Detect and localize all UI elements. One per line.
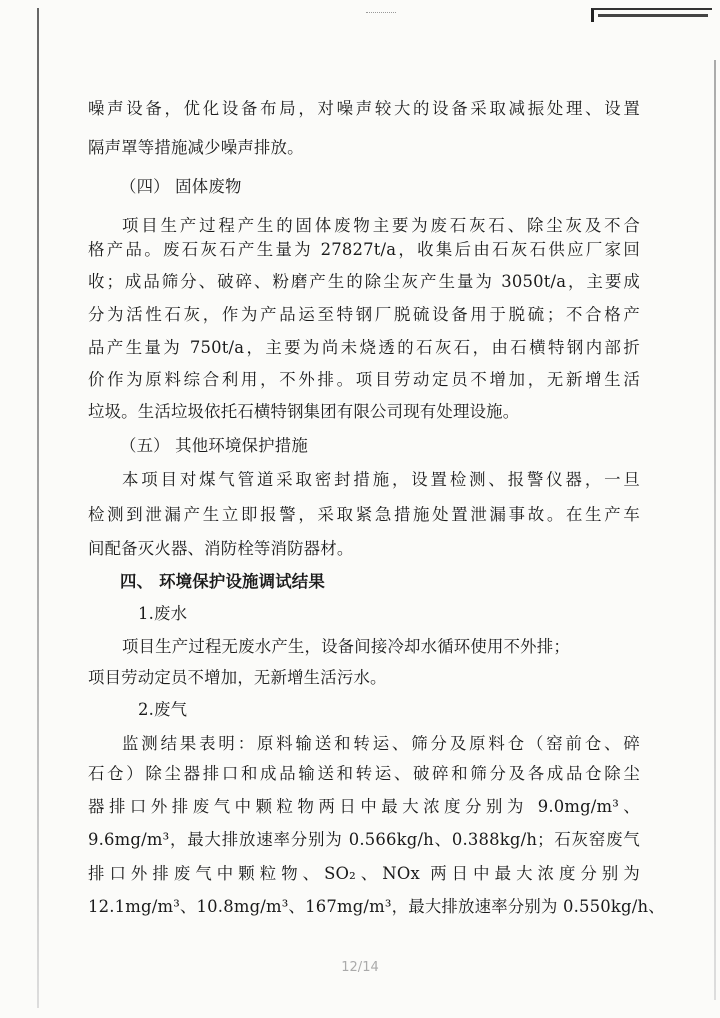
text-line: 2.废气 [138, 700, 188, 719]
text-line: 检测到泄漏产生立即报警，采取紧急措施处置泄漏事故。在生产车 [88, 505, 640, 524]
scan-dots [366, 12, 396, 15]
text-line: （四） 固体废物 [120, 177, 242, 196]
scan-edge-left [37, 8, 39, 1008]
text-line: 垃圾。生活垃圾依托石横特钢集团有限公司现有处理设施。 [88, 402, 520, 421]
scan-edge-right [714, 60, 716, 1000]
text-line: 12.1mg/m³、10.8mg/m³、167mg/m³，最大排放速率分别为 0.550kg/h、 [88, 897, 665, 916]
text-line: 9.6mg/m³，最大排放速率分别为 0.566kg/h、0.388kg/h；石灰窑废气 [88, 830, 640, 849]
text-line: 格产品。废石灰石产生量为 27827t/a，收集后由石灰石供应厂家回 [88, 240, 640, 259]
text-line: 排口外排废气中颗粒物、SO₂、NOx 两日中最大浓度分别为 [88, 864, 640, 883]
text-line: 四、 环境保护设施调试结果 [120, 572, 325, 591]
text-line: 间配备灭火器、消防栓等消防器材。 [88, 539, 354, 558]
text-line: 本项目对煤气管道采取密封措施，设置检测、报警仪器，一旦 [122, 470, 640, 489]
text-line: 价作为原料综合利用，不外排。项目劳动定员不增加，无新增生活 [88, 370, 640, 389]
text-line: 1.废水 [138, 604, 188, 623]
text-line: 噪声设备，优化设备布局，对噪声较大的设备采取减振处理、设置 [88, 99, 640, 118]
text-line: 器排口外排废气中颗粒物两日中最大浓度分别为 9.0mg/m³、 [88, 797, 640, 816]
text-line: （五） 其他环境保护措施 [120, 436, 308, 455]
scan-corner-mark [591, 8, 712, 22]
text-line: 品产生量为 750t/a，主要为尚未烧透的石灰石，由石横特钢内部折 [88, 338, 640, 357]
text-line: 项目劳动定员不增加，无新增生活污水。 [88, 668, 387, 687]
text-line: 隔声罩等措施减少噪声排放。 [88, 138, 304, 157]
text-line: 收；成品筛分、破碎、粉磨产生的除尘灰产生量为 3050t/a，主要成 [88, 272, 640, 291]
text-line: 项目生产过程产生的固体废物主要为废石灰石、除尘灰及不合 [122, 216, 640, 235]
text-line: 分为活性石灰，作为产品运至特钢厂脱硫设备用于脱硫；不合格产 [88, 305, 640, 324]
page-number: 12/14 [341, 960, 379, 975]
text-line: 监测结果表明：原料输送和转运、筛分及原料仓（窑前仓、碎 [122, 734, 640, 753]
text-line: 石仓）除尘器排口和成品输送和转运、破碎和筛分及各成品仓除尘 [88, 764, 640, 783]
text-line: 项目生产过程无废水产生，设备间接冷却水循环使用不外排； [122, 637, 570, 656]
